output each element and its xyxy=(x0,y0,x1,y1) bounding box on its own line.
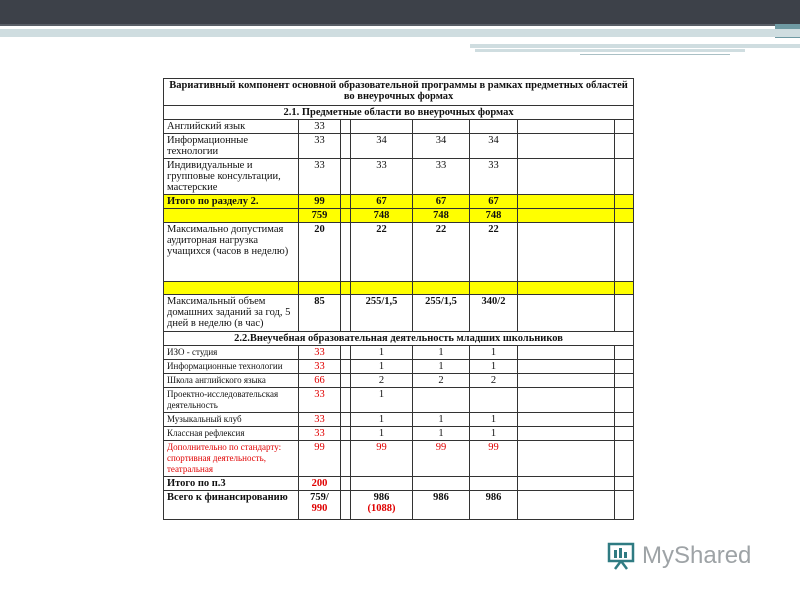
row-value xyxy=(470,388,518,413)
empty-cell xyxy=(615,346,634,360)
section1-row xyxy=(164,120,634,134)
row-label: Проектно-исследовательская деятельность xyxy=(164,388,299,413)
empty-cell xyxy=(341,195,351,209)
row-value: 33 xyxy=(299,134,341,159)
row-label: Школа английского языка xyxy=(164,374,299,388)
empty-cell xyxy=(341,120,351,134)
row-value: 759 xyxy=(299,209,341,223)
row-label: Информационные технологии xyxy=(164,360,299,374)
section1-row xyxy=(164,295,634,332)
row-value: 22 xyxy=(470,223,518,282)
row-value: 1 xyxy=(470,346,518,360)
funding-value-2-red: (1088) xyxy=(367,503,396,514)
section1-row xyxy=(164,195,634,209)
row-label: Информационные технологии xyxy=(164,134,299,159)
row-label: ИЗО - студия xyxy=(164,346,299,360)
section2-row xyxy=(164,441,634,477)
empty-cell xyxy=(341,282,351,295)
section2-row xyxy=(164,388,634,413)
funding-label: Всего к финансированию xyxy=(164,491,299,520)
row-value: 66 xyxy=(299,374,341,388)
top-teal-bar-3 xyxy=(475,49,745,52)
row-value: 2 xyxy=(413,374,470,388)
table-title-row xyxy=(164,79,634,106)
empty-cell xyxy=(615,413,634,427)
row-value: 1 xyxy=(470,413,518,427)
row-value: 33 xyxy=(470,159,518,195)
row-value: 1 xyxy=(470,427,518,441)
row-value xyxy=(413,388,470,413)
row-value: 1 xyxy=(413,360,470,374)
section2-row xyxy=(164,360,634,374)
row-value: 34 xyxy=(351,134,413,159)
section2-row xyxy=(164,346,634,360)
empty-cell xyxy=(518,441,615,477)
empty-cell xyxy=(341,360,351,374)
row-value: 99 xyxy=(299,441,341,477)
section1-row xyxy=(164,159,634,195)
row-value xyxy=(470,120,518,134)
top-dark-bar-shadow xyxy=(0,24,800,26)
top-dark-bar xyxy=(0,0,800,24)
funding-value-2-main: 986 xyxy=(373,492,390,503)
empty-cell xyxy=(518,360,615,374)
row-value: 255/1,5 xyxy=(413,295,470,332)
row-label: Классная рефлексия xyxy=(164,427,299,441)
section1-title-row xyxy=(164,106,634,120)
empty-cell xyxy=(341,388,351,413)
funding-value-1-red: 990 xyxy=(311,503,328,514)
row-label: Дополнительно по стандарту: спортивная деятельность, театральная xyxy=(164,441,299,477)
row-value: 85 xyxy=(299,295,341,332)
empty-cell xyxy=(518,374,615,388)
section1-row xyxy=(164,134,634,159)
empty-cell xyxy=(341,441,351,477)
presentation-board-icon xyxy=(606,542,636,570)
section2-row xyxy=(164,413,634,427)
empty-cell xyxy=(341,413,351,427)
row-value: 748 xyxy=(351,209,413,223)
empty-cell xyxy=(615,374,634,388)
empty-cell xyxy=(341,134,351,159)
empty-cell xyxy=(341,209,351,223)
funding-value-2 xyxy=(351,491,413,520)
empty-cell xyxy=(615,134,634,159)
row-value xyxy=(299,282,341,295)
empty-cell xyxy=(518,427,615,441)
row-label xyxy=(164,282,299,295)
row-value: 34 xyxy=(413,134,470,159)
table-title: Вариативный компонент основной образовательной программы в рамках предметных областей во внеурочных формах xyxy=(164,79,634,106)
row-value: 1 xyxy=(351,427,413,441)
row-value xyxy=(470,282,518,295)
row-value xyxy=(518,282,615,295)
empty-cell xyxy=(615,159,634,195)
row-value: 67 xyxy=(413,195,470,209)
row-value: 67 xyxy=(351,195,413,209)
empty-cell xyxy=(518,413,615,427)
row-value: 33 xyxy=(299,427,341,441)
row-value: 2 xyxy=(470,374,518,388)
row-value xyxy=(518,209,615,223)
row-value: 1 xyxy=(351,346,413,360)
row-value xyxy=(518,134,615,159)
section1-row xyxy=(164,223,634,282)
myshared-logo xyxy=(606,540,751,572)
row-value xyxy=(351,120,413,134)
row-value: 1 xyxy=(351,360,413,374)
row-value: 99 xyxy=(470,441,518,477)
empty-cell xyxy=(518,388,615,413)
row-value xyxy=(518,295,615,332)
row-value xyxy=(518,159,615,195)
row-label: Максимальный объем домашних заданий за год, 5 дней в неделю (в час) xyxy=(164,295,299,332)
row-value: 22 xyxy=(351,223,413,282)
empty-cell xyxy=(341,223,351,282)
row-value: 748 xyxy=(413,209,470,223)
row-value: 99 xyxy=(351,441,413,477)
row-label: Итого по разделу 2. xyxy=(164,195,299,209)
empty-cell xyxy=(341,159,351,195)
row-value: 99 xyxy=(413,441,470,477)
funding-value-4: 986 xyxy=(470,491,518,520)
empty-cell xyxy=(341,374,351,388)
row-value: 33 xyxy=(413,159,470,195)
row-value: 1 xyxy=(470,360,518,374)
row-value: 22 xyxy=(413,223,470,282)
top-teal-bar-2 xyxy=(470,44,800,48)
empty-cell xyxy=(341,295,351,332)
row-value: 1 xyxy=(413,413,470,427)
section2-title-row xyxy=(164,332,634,346)
empty-cell xyxy=(615,388,634,413)
empty-cell xyxy=(615,209,634,223)
empty-cell xyxy=(615,282,634,295)
row-value xyxy=(413,120,470,134)
row-value: 33 xyxy=(299,413,341,427)
row-label: Английский язык xyxy=(164,120,299,134)
section2-row xyxy=(164,374,634,388)
curriculum-table xyxy=(163,78,634,520)
row-value: 1 xyxy=(351,388,413,413)
row-label xyxy=(164,209,299,223)
row-label: Индивидуальные и групповые консультации, мастерские xyxy=(164,159,299,195)
row-value: 340/2 xyxy=(470,295,518,332)
row-value: 33 xyxy=(299,159,341,195)
total3-row xyxy=(164,477,634,491)
row-value xyxy=(518,223,615,282)
empty-cell xyxy=(518,346,615,360)
row-value: 748 xyxy=(470,209,518,223)
empty-cell xyxy=(615,120,634,134)
section1-row xyxy=(164,282,634,295)
row-value: 33 xyxy=(299,388,341,413)
row-label: Максимально допустимая аудиторная нагрузка учащихся (часов в неделю) xyxy=(164,223,299,282)
top-thin-line xyxy=(580,54,730,55)
row-value: 33 xyxy=(299,360,341,374)
empty-cell xyxy=(615,223,634,282)
total3-label: Итого по п.3 xyxy=(164,477,299,491)
row-value: 2 xyxy=(351,374,413,388)
empty-cell xyxy=(341,427,351,441)
row-value: 1 xyxy=(413,346,470,360)
logo-text: MyShared xyxy=(642,542,752,569)
row-value xyxy=(518,195,615,209)
row-value: 33 xyxy=(351,159,413,195)
funding-row xyxy=(164,491,634,520)
empty-cell xyxy=(615,360,634,374)
row-value: 33 xyxy=(299,120,341,134)
funding-value-1-main: 759/ xyxy=(310,492,329,503)
section2-title: 2.2.Внеучебная образовательная деятельность младших школьников xyxy=(164,332,634,346)
row-value: 20 xyxy=(299,223,341,282)
empty-cell xyxy=(615,295,634,332)
curriculum-table-container xyxy=(163,78,633,520)
row-value: 34 xyxy=(470,134,518,159)
funding-value-3: 986 xyxy=(413,491,470,520)
row-value: 255/1,5 xyxy=(351,295,413,332)
funding-value-1 xyxy=(299,491,341,520)
row-value xyxy=(351,282,413,295)
empty-cell xyxy=(615,195,634,209)
row-value: 33 xyxy=(299,346,341,360)
row-value: 1 xyxy=(351,413,413,427)
row-value xyxy=(413,282,470,295)
section1-title: 2.1. Предметные области во внеурочных формах xyxy=(164,106,634,120)
empty-cell xyxy=(615,427,634,441)
row-value: 99 xyxy=(299,195,341,209)
row-label: Музыкальный клуб xyxy=(164,413,299,427)
empty-cell xyxy=(341,346,351,360)
empty-cell xyxy=(615,441,634,477)
row-value: 67 xyxy=(470,195,518,209)
row-value xyxy=(518,120,615,134)
row-value: 1 xyxy=(413,427,470,441)
top-teal-bar xyxy=(0,29,800,37)
total3-value: 200 xyxy=(299,477,341,491)
section2-row xyxy=(164,427,634,441)
section1-row xyxy=(164,209,634,223)
